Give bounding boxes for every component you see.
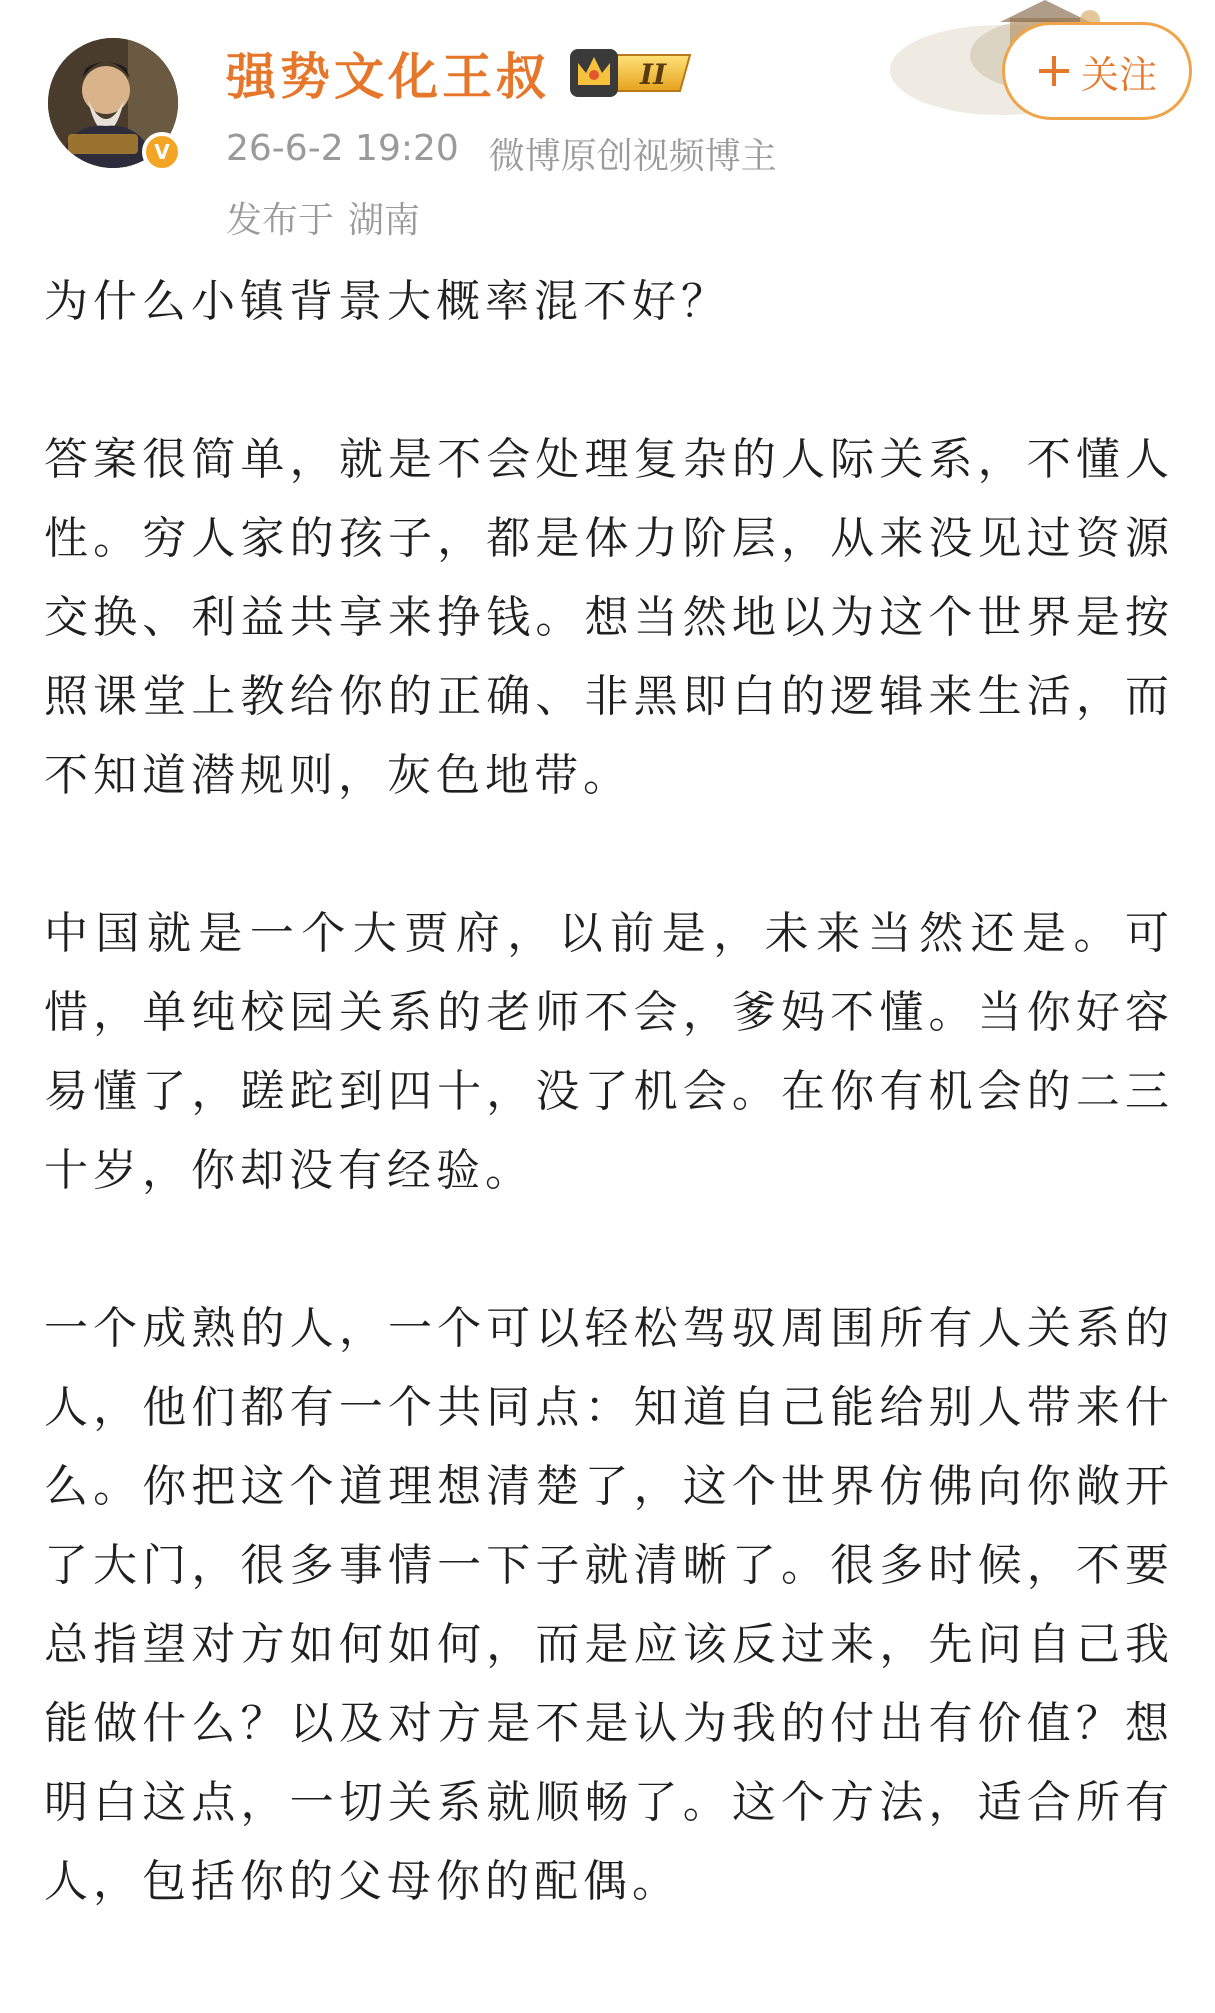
verified-badge-icon: V (142, 132, 182, 172)
plus-icon (1037, 54, 1071, 88)
avatar[interactable] (48, 38, 178, 168)
post-paragraph: 为什么小镇背景大概率混不好？ (44, 276, 730, 327)
post-header (0, 0, 1215, 240)
author-name-row (226, 38, 698, 108)
post-location (226, 192, 420, 243)
location-value: 湖南 (348, 200, 421, 241)
post-body (44, 262, 1174, 1921)
post-meta (226, 128, 777, 179)
follow-label: 关注 (1080, 52, 1157, 97)
post-paragraph: 答案很简单，就是不会处理复杂的人际关系，不懂人性。穷人家的孩子，都是体力阶层，从来没见过资源交换、利益共享来挣钱。想当然地以为这个世界是按照课堂上教给你的正确、非黑即白的逻辑来生活，而不知道潜规则，灰色地带。 (44, 434, 1174, 801)
location-prefix: 发布于 (226, 200, 335, 241)
username-link[interactable]: 强势文化王叔 (226, 47, 550, 106)
follow-button[interactable] (1002, 22, 1192, 120)
post-source[interactable]: 微博原创视频博主 (488, 136, 777, 177)
post-paragraph: 中国就是一个大贾府，以前是，未来当然还是。可惜，单纯校园关系的老师不会，爹妈不懂。当你好容易懂了，蹉跎到四十，没了机会。在你有机会的二三十岁，你却没有经验。 (44, 908, 1174, 1196)
vip-level-text: II (640, 58, 667, 91)
post-paragraph: 一个成熟的人，一个可以轻松驾驭周围所有人关系的人，他们都有一个共同点：知道自己能给别人带来什么。你把这个道理想清楚了，这个世界仿佛向你敞开了大门，很多事情一下子就清晰了。很多时候，不要总指望对方如何如何，而是应该反过来，先问自己我能做什么？以及对方是不是认为我的付出有价值？想明白这点，一切关系就顺畅了。这个方法，适合所有人，包括你的父母你的配偶。 (44, 1303, 1174, 1907)
post-timestamp: 26-6-2 19:20 (226, 128, 459, 169)
vip-crown-badge-icon[interactable] (568, 45, 698, 101)
